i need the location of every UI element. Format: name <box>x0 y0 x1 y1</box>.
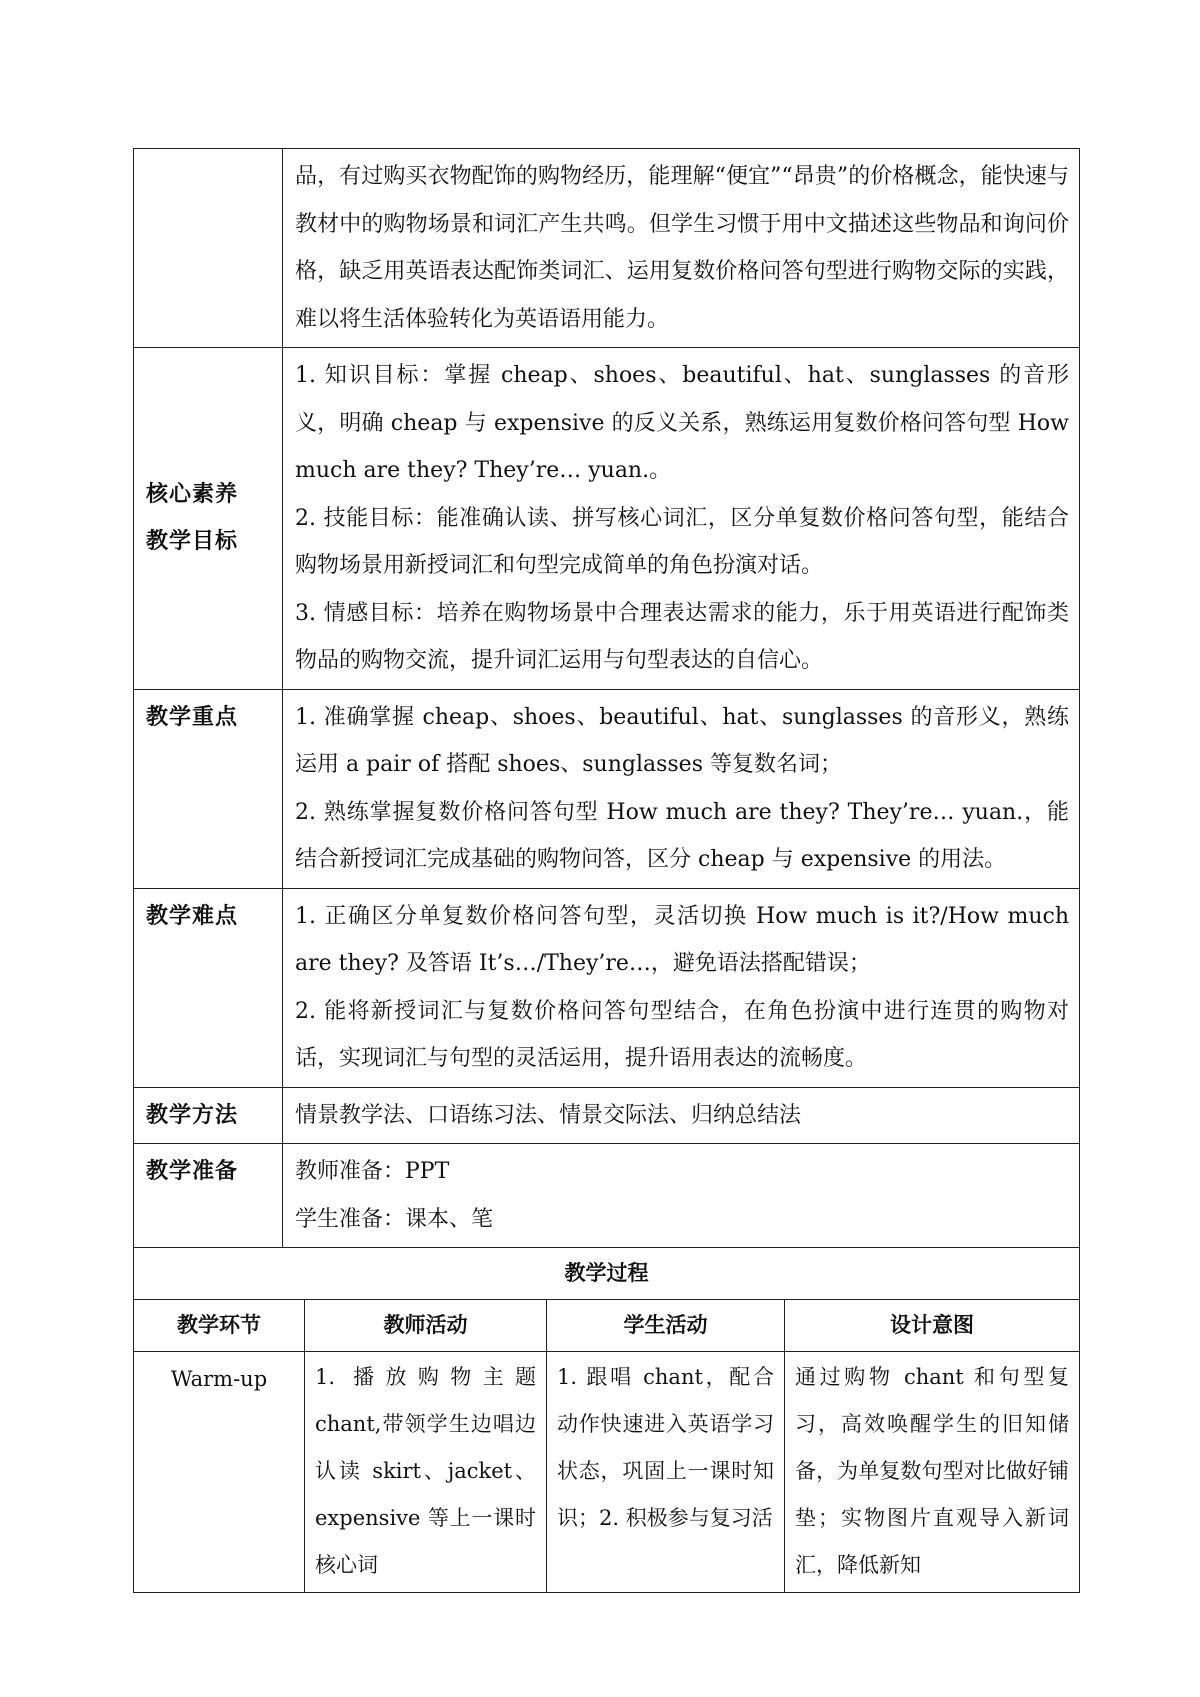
preparation-label: 教学准备 <box>134 1144 283 1248</box>
knowledge-objective: 1. 知识目标：掌握 cheap、shoes、beautiful、hat、sunglasses 的音形义，明确 cheap 与 expensive 的反义关系，熟练运用复数价格问答句型 How much are they? They’re… yuan.。 <box>295 363 1069 483</box>
process-header-row <box>134 1299 1080 1351</box>
objectives-cell <box>283 348 1080 690</box>
lesson-plan-page <box>133 148 1080 1593</box>
methods-row <box>134 1087 1080 1144</box>
design-intent-cell <box>785 1351 1080 1592</box>
process-title-row <box>134 1247 1080 1299</box>
design-intent-text: 通过购物 chant 和句型复习，高效唤醒学生的旧知储备，为单复数句型对比做好铺垫；实物图片直观导入新词汇，降低新知 <box>795 1364 1069 1577</box>
difficult-point-item: 1. 正确区分单复数价格问答句型，灵活切换 How much is it?/How much are they? 及答语 It’s…/They’re…，避免语法搭配错误； <box>295 903 1069 976</box>
learner-analysis-text: 品，有过购买衣物配饰的购物经历，能理解“便宜”“昂贵”的价格概念，能快速与教材中的购物场景和词汇产生共鸣。但学生习惯于用中文描述这些物品和询问价格，缺乏用英语表达配饰类词汇、运用复数价格问答句型进行购物交际的实践，难以将生活体验转化为英语语用能力。 <box>295 164 1069 332</box>
student-preparation: 学生准备：课本、笔 <box>295 1206 494 1232</box>
preparation-cell <box>283 1144 1080 1248</box>
objectives-label-line2: 教学目标 <box>146 529 239 555</box>
header-design-intent: 设计意图 <box>785 1299 1080 1351</box>
teacher-activity-text: 1. 播放购物主题 chant,带领学生边唱边认读 skirt、jacket、expensive 等上一课时核心词 <box>315 1364 536 1577</box>
key-point-item: 1. 准确掌握 cheap、shoes、beautiful、hat、sunglasses 的音形义，熟练运用 a pair of 搭配 shoes、sunglasses 等复数名词； <box>295 704 1069 777</box>
learner-analysis-label-cell <box>134 149 283 348</box>
lesson-info-table <box>133 148 1080 1248</box>
difficult-point-item: 2. 能将新授词汇与复数价格问答句型结合，在角色扮演中进行连贯的购物对话，实现词汇与句型的灵活运用，提升语用表达的流畅度。 <box>295 998 1069 1071</box>
skill-objective: 2. 技能目标：能准确认读、拼写核心词汇，区分单复数价格问答句型，能结合购物场景用新授词汇和句型完成简单的角色扮演对话。 <box>295 505 1069 578</box>
key-points-row <box>134 689 1080 888</box>
key-points-cell <box>283 689 1080 888</box>
key-point-item: 2. 熟练掌握复数价格问答句型 How much are they? They’re… yuan.，能结合新授词汇完成基础的购物问答，区分 cheap 与 expensive 的用法。 <box>295 799 1069 872</box>
emotion-objective: 3. 情感目标：培养在购物场景中合理表达需求的能力，乐于用英语进行配饰类物品的购物交流，提升词汇运用与句型表达的自信心。 <box>295 600 1069 673</box>
methods-label: 教学方法 <box>134 1087 283 1144</box>
objectives-label <box>134 348 283 690</box>
process-title: 教学过程 <box>134 1247 1080 1299</box>
teacher-preparation: 教师准备：PPT <box>295 1159 450 1184</box>
preparation-row <box>134 1144 1080 1248</box>
student-activity-text: 1. 跟唱 chant，配合动作快速进入英语学习状态，巩固上一课时知识；2. 积极参与复习活 <box>557 1364 774 1530</box>
table-row <box>134 1351 1080 1592</box>
learner-analysis-row <box>134 149 1080 348</box>
header-teacher-activity: 教师活动 <box>305 1299 547 1351</box>
learner-analysis-cell <box>283 149 1080 348</box>
difficult-points-label: 教学难点 <box>134 888 283 1087</box>
key-points-label: 教学重点 <box>134 689 283 888</box>
phase-cell: Warm-up <box>134 1351 305 1592</box>
objectives-label-line1: 核心素养 <box>146 481 239 507</box>
difficult-points-cell <box>283 888 1080 1087</box>
teacher-activity-cell <box>305 1351 547 1592</box>
objectives-row <box>134 348 1080 690</box>
student-activity-cell <box>547 1351 785 1592</box>
header-student-activity: 学生活动 <box>547 1299 785 1351</box>
methods-text: 情景教学法、口语练习法、情景交际法、归纳总结法 <box>283 1087 1080 1144</box>
teaching-process-table <box>133 1247 1080 1593</box>
header-phase: 教学环节 <box>134 1299 305 1351</box>
difficult-points-row <box>134 888 1080 1087</box>
